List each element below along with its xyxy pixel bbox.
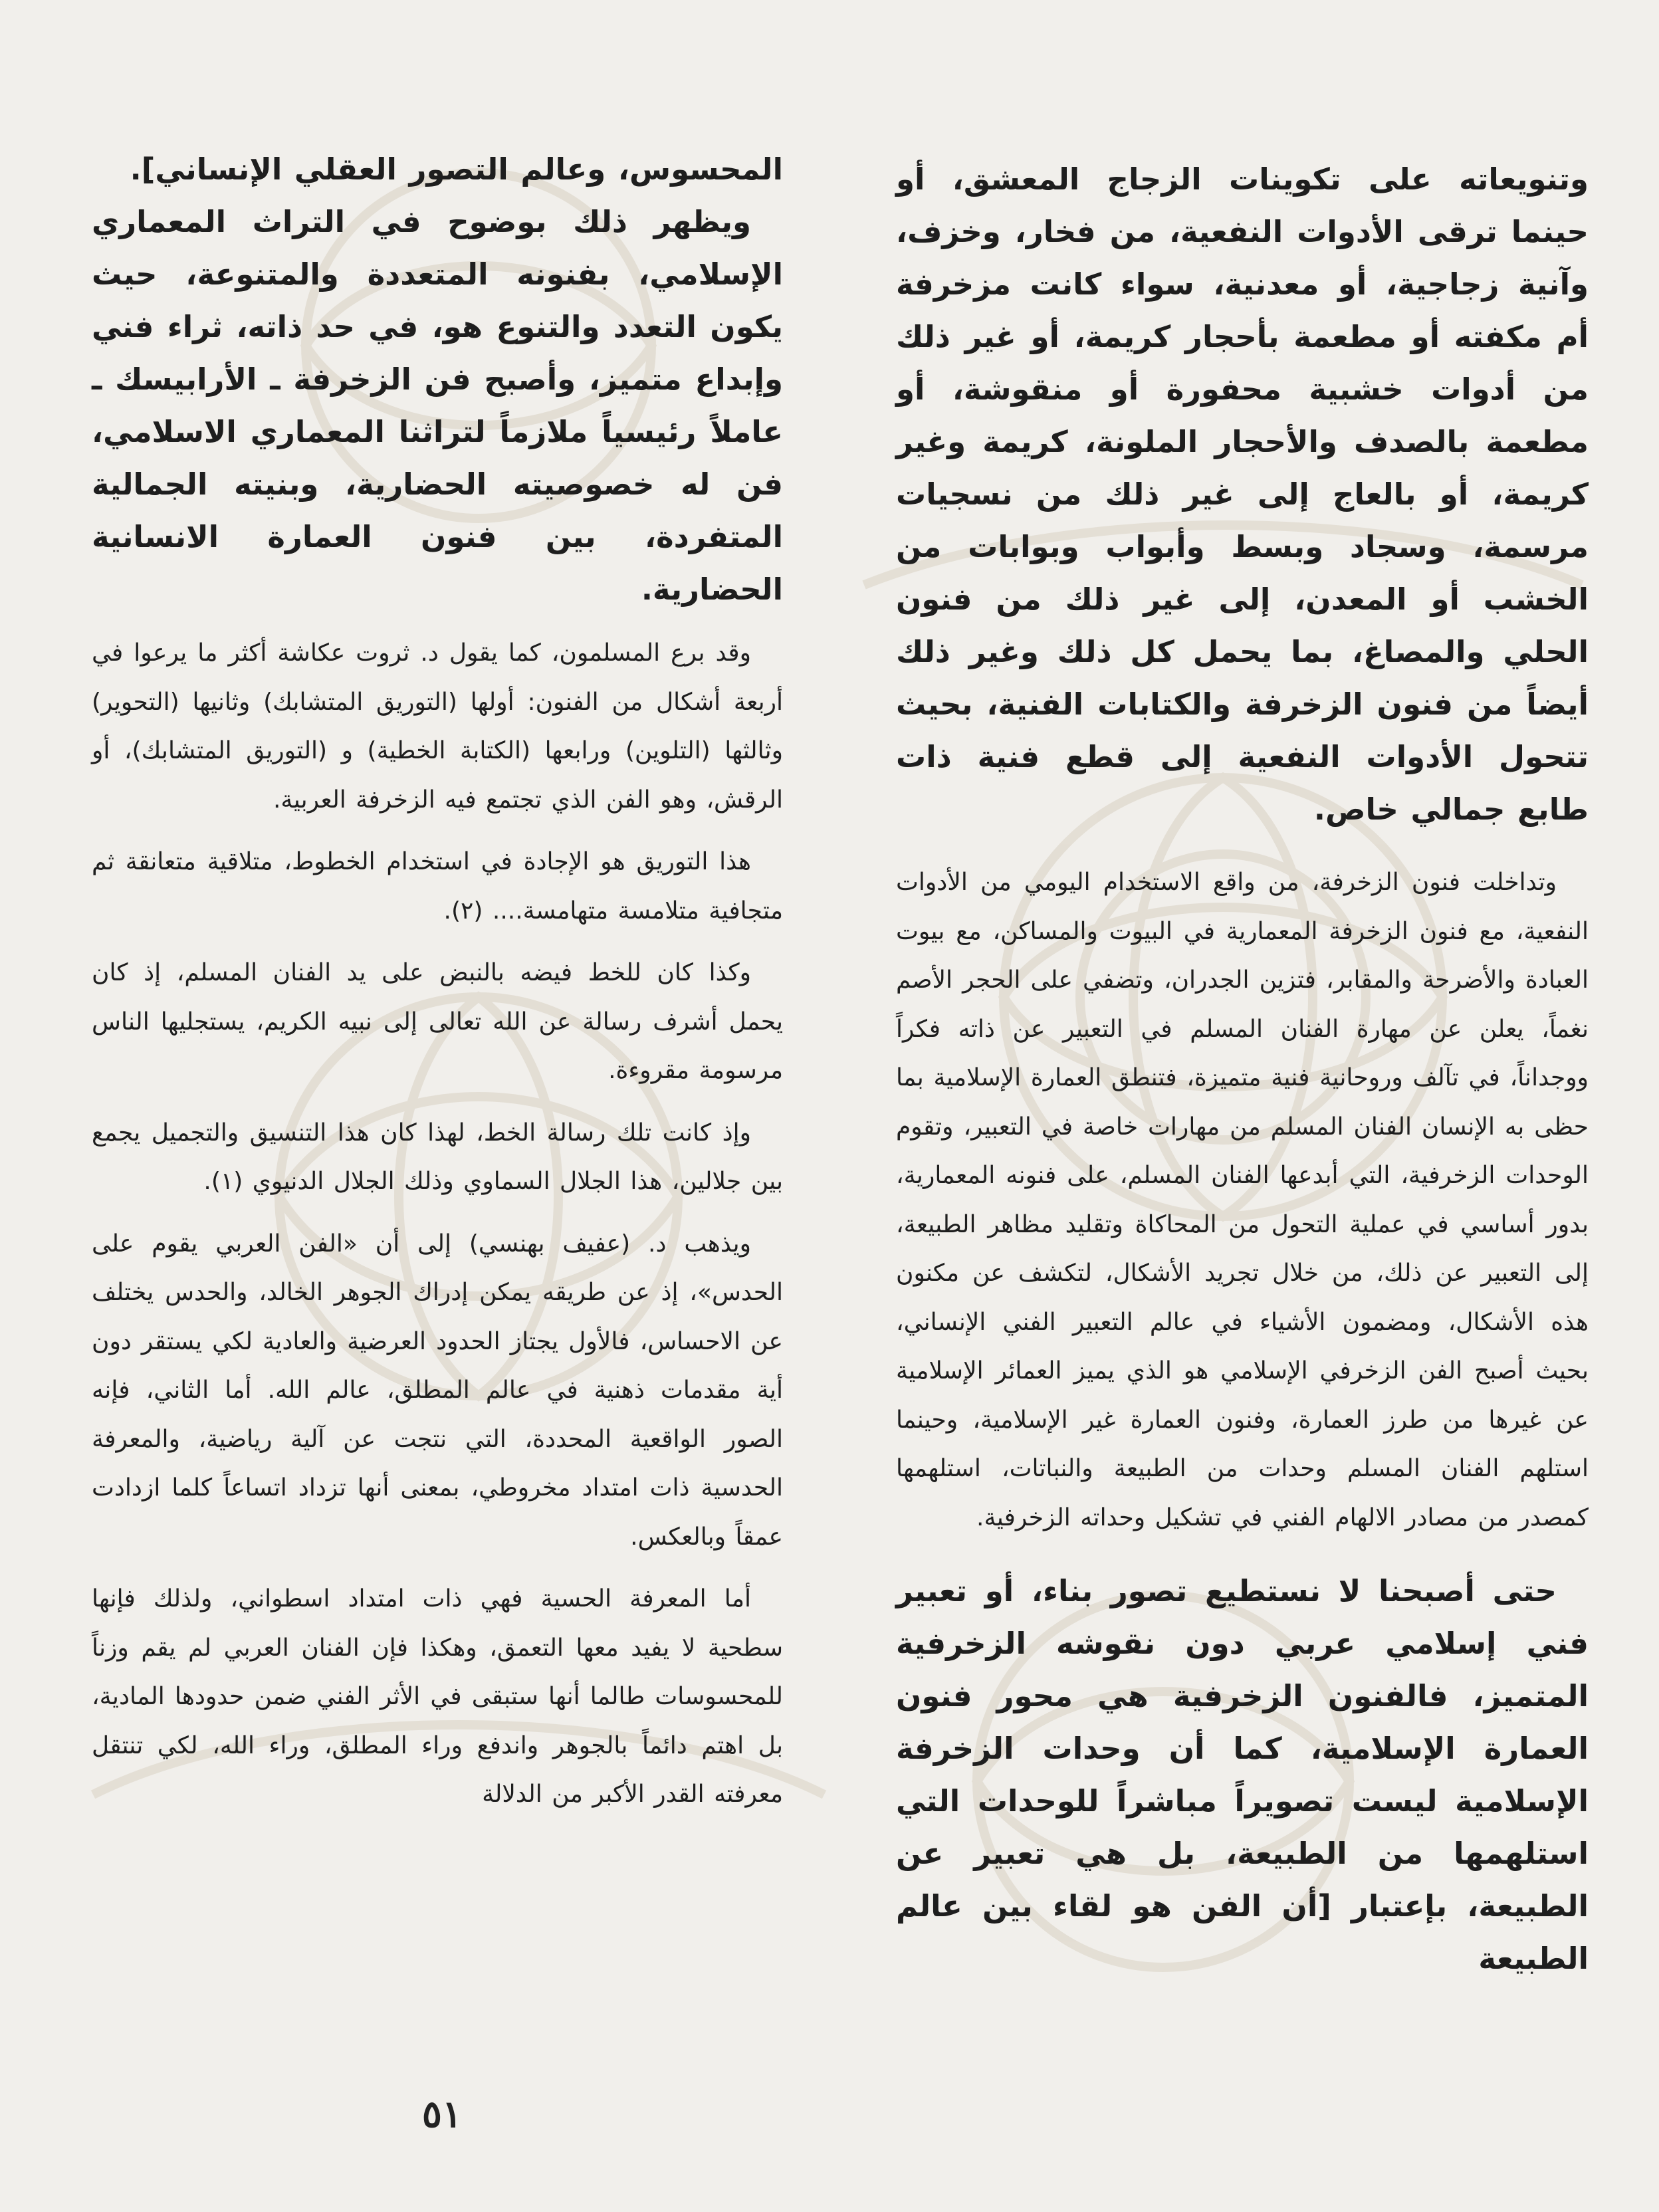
left-paragraph-6: وإذ كانت تلك رسالة الخط، لهذا كان هذا التنسيق والتجميل يجمع بين جلالين، هذا الجلال السماوي وذلك الجلال الدنيوي (١). [92, 1119, 783, 1195]
left-paragraph-5: وكذا كان للخط فيضه بالنبض على يد الفنان المسلم، إذ كان يحمل أشرف رسالة عن الله تعالى إلى نبيه الكريم، يستجليها الناس مرسومة مقروءة. [92, 959, 783, 1084]
left-paragraph-7: ويذهب د. (عفيف بهنسي) إلى أن «الفن العربي يقوم على الحدس»، إذ عن طريقه يمكن إدراك الجوهر الخالد، والحدس يختلف عن الاحساس، فالأول يجتاز الحدود العرضية والعادية لكي يستقر دون أية مقدمات ذهنية في عالم المطلق، عالم الله. أما الثاني، فإنه الصور الواقعية المحددة، التي نتجت عن آلية رياضية، والمعرفة الحدسية ذات امتداد مخروطي، بمعنى أنها تزداد اتساعاً كلما ازدادت عمقاً وبالعكس. [92, 1230, 783, 1551]
right-paragraph-1: وتنويعاته على تكوينات الزجاج المعشق، أو حينما ترقى الأدوات النفعية، من فخار، وخزف، وآنية زجاجية، أو معدنية، سواء كانت مزخرفة أم مكفته أو مطعمة بأحجار كريمة، أو غير ذلك من أدوات خشبية محفورة أو منقوشة، أو مطعمة بالصدف والأحجار الملونة، كريمة وغير كريمة، أو بالعاج إلى غير ذلك من نسجيات مرسمة، وسجاد وبسط وأبواب وبوابات من الخشب أو المعدن، إلى غير ذلك من فنون الحلي والمصاغ، بما يحمل كل ذلك وغير ذلك أيضاً من فنون الزخرفة والكتابات الفنية، بحيث تتحول الأدوات النفعية إلى قطع فنية ذات طابع جمالي خاص. [896, 162, 1589, 827]
left-paragraph-3: وقد برع المسلمون، كما يقول د. ثروت عكاشة أكثر ما يرعوا في أربعة أشكال من الفنون: أولها (التوريق المتشابك) وثانيها (التحوير) وثالثها (التلوين) ورابعها (الكتابة الخطية) و (التوريق المتشابك)، أو الرقش، وهو الفن الذي تجتمع فيه الزخرفة العربية. [92, 639, 783, 814]
left-paragraph-2: ويظهر ذلك بوضوح في التراث المعماري الإسلامي، بفنونه المتعددة والمتنوعة، حيث يكون التعدد والتنوع هو، في حد ذاته، ثراء فني وإبداع متميز، وأصبح فن الزخرفة ـ الأرابيسك ـ عاملاً رئيسياً ملازماً لتراثنا المعماري الاسلامي، فن له خصوصيته الحضارية، وبنيته الجمالية المتفردة، بين فنون العمارة الانسانية الحضارية. [92, 204, 783, 607]
left-text-column [92, 143, 783, 1819]
left-paragraph-8: أما المعرفة الحسية فهي ذات امتداد اسطواني، ولذلك فإنها سطحية لا يفيد معها التعمق، وهكذا فإن الفنان العربي لم يقم وزناً للمحسوسات طالما أنها ستبقى في الأثر الفني ضمن حدودها المادية، بل اهتم دائماً بالجوهر واندفع وراء المطلق، وراء الله، لكي تنتقل معرفته القدر الأكبر من الدلالة [92, 1585, 783, 1808]
page-number: ٥١ [421, 2092, 463, 2136]
right-paragraph-3: حتى أصبحنا لا نستطيع تصور بناء، أو تعبير فني إسلامي عربي دون نقوشه الزخرفية المتميز، فالفنون الزخرفية هي محور فنون العمارة الإسلامية، كما أن وحدات الزخرفة الإسلامية ليست تصويراً مباشراً للوحدات التي استلهمها من الطبيعة، بل هي تعبير عن الطبيعة، بإعتبار [أن الفن هو لقاء بين عالم الطبيعة [896, 1573, 1589, 1976]
left-paragraph-1: المحسوس، وعالم التصور العقلي الإنساني]. [130, 152, 783, 187]
left-paragraph-4: هذا التوريق هو الإجادة في استخدام الخطوط، متلاقية متعانقة ثم متجافية متلامسة متهامسة.... (٢). [92, 848, 783, 925]
right-paragraph-2: وتداخلت فنون الزخرفة، من واقع الاستخدام اليومي من الأدوات النفعية، مع فنون الزخرفة المعمارية في البيوت والمساكن، مع بيوت العبادة والأضرحة والمقابر، فتزين الجدران، وتضفي على الحجر الأصم نغماً، يعلن عن مهارة الفنان المسلم في التعبير عن ذاته فكراً ووجداناً، في تآلف وروحانية فنية متميزة، فتنطق العمارة الإسلامية بما حظى به الإنسان الفنان المسلم من مهارات خاصة في التعبير، وتقوم الوحدات الزخرفية، التي أبدعها الفنان المسلم، على فنونه المعمارية، بدور أساسي في عملية التحول من المحاكاة وتقليد مظاهر الطبيعة، إلى التعبير عن ذلك، من خلال تجريد الأشكال، لتكشف عن مكنون هذه الأشكال، ومضمون الأشياء في عالم التعبير الفني الإنساني، بحيث أصبح الفن الزخرفي الإسلامي هو الذي يميز العمائر الإسلامية عن غيرها من طرز العمارة، وفنون العمارة غير الإسلامية، وحينما استلهم الفنان المسلم وحدات من الطبيعة والنباتات، استلهمها كمصدر من مصادر الالهام الفني في تشكيل وحداته الزخرفية. [896, 869, 1589, 1531]
right-text-column [896, 153, 1589, 1985]
